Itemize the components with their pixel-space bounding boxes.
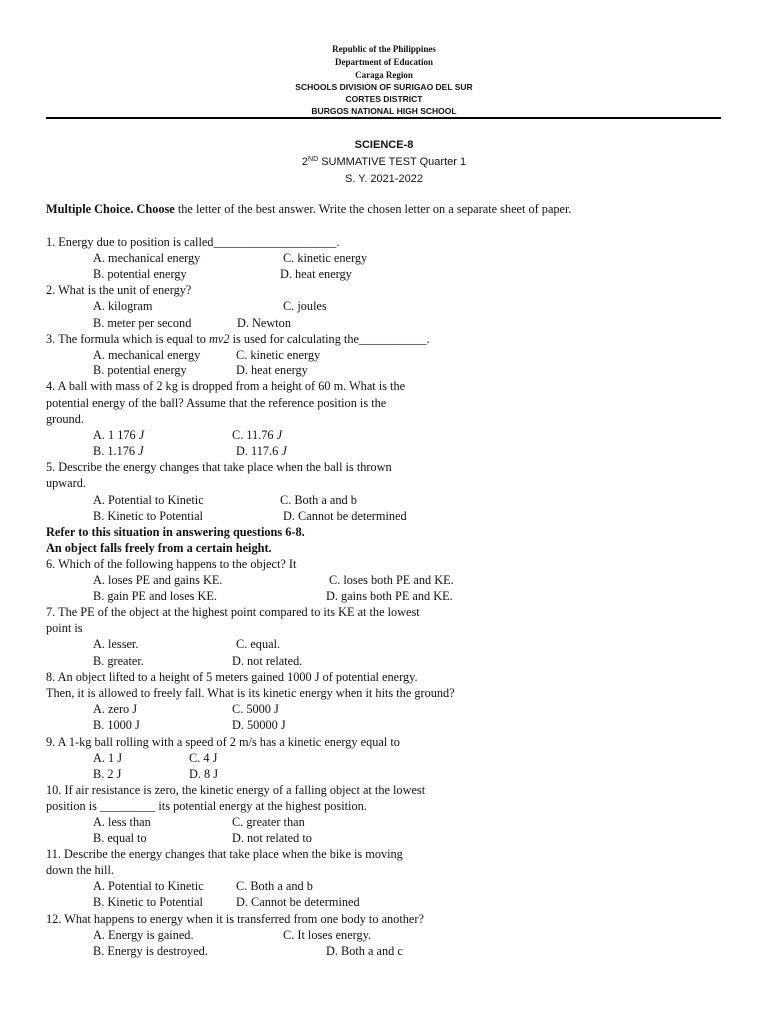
question-3	[46, 331, 430, 347]
header-region: Caraga Region	[355, 70, 413, 80]
q4-option-c	[232, 427, 282, 443]
q1-option-c: C. kinetic energy	[283, 251, 368, 265]
test-number: 2	[301, 156, 309, 168]
q4-option-d	[236, 443, 287, 459]
q3-formula: mv2	[209, 332, 230, 346]
q4-option-b-unit: J	[138, 444, 144, 458]
situation-line-2: An object falls freely from a certain height.	[46, 541, 272, 555]
q2-option-c: C. joules	[283, 299, 327, 313]
question-10-line-1: 10. If air resistance is zero, the kinetic energy of a falling object at the lowest	[46, 783, 426, 797]
q10-option-d: D. not related to	[232, 831, 312, 845]
q5-option-b: B. Kinetic to Potential	[93, 509, 203, 523]
question-1: 1. Energy due to position is called____________________.	[46, 235, 340, 249]
test-title	[0, 155, 768, 169]
question-12: 12. What happens to energy when it is transferred from one body to another?	[46, 912, 424, 926]
header-division: SCHOOLS DIVISION OF SURIGAO DEL SUR	[295, 82, 473, 92]
instructions	[46, 201, 572, 217]
q5-option-c: C. Both a and b	[280, 493, 357, 507]
q5-option-a: A. Potential to Kinetic	[93, 493, 204, 507]
question-7-line-2: point is	[46, 621, 83, 635]
q6-option-c: C. loses both PE and KE.	[329, 573, 454, 587]
question-8-line-2: Then, it is allowed to freely fall. What is its kinetic energy when it hits the ground?	[46, 686, 455, 700]
question-6: 6. Which of the following happens to the object? It	[46, 557, 297, 571]
q4-option-a-unit: J	[138, 428, 145, 442]
q4-option-a	[93, 427, 144, 443]
q6-option-d: D. gains both PE and KE.	[326, 589, 453, 603]
header-divider	[46, 117, 721, 119]
test-ordinal: ND	[308, 156, 319, 163]
q10-option-a: A. less than	[93, 815, 151, 829]
q8-option-d: D. 50000 J	[232, 718, 286, 732]
header-republic: Republic of the Philippines	[332, 44, 436, 54]
q11-option-c: C. Both a and b	[236, 879, 313, 893]
question-8-line-1: 8. An object lifted to a height of 5 meters gained 1000 J of potential energy.	[46, 670, 418, 684]
q12-option-b: B. Energy is destroyed.	[93, 944, 208, 958]
question-4-line-3: ground.	[46, 412, 84, 426]
question-11-line-1: 11. Describe the energy changes that take place when the bike is moving	[46, 847, 403, 861]
q8-option-b: B. 1000 J	[93, 718, 140, 732]
q6-option-b: B. gain PE and loses KE.	[93, 589, 217, 603]
q9-option-d: D. 8 J	[189, 767, 219, 781]
instructions-lead: Multiple Choice. Choose	[46, 202, 175, 216]
q11-option-d: D. Cannot be determined	[236, 895, 360, 909]
q7-option-c: C. equal.	[236, 637, 281, 651]
q9-option-a: A. 1 J	[93, 751, 123, 765]
q1-option-d: D. heat energy	[280, 267, 352, 281]
q1-option-b: B. potential energy	[93, 267, 187, 281]
q5-option-d: D. Cannot be determined	[283, 509, 407, 523]
q4-option-b-value: B. 1.176	[93, 444, 139, 458]
q3-option-d: D. heat energy	[236, 363, 308, 377]
header-school: BURGOS NATIONAL HIGH SCHOOL	[311, 106, 457, 116]
q3-option-c: C. kinetic energy	[236, 348, 321, 362]
question-5-line-2: upward.	[46, 476, 86, 490]
subject-title: SCIENCE-8	[354, 139, 414, 151]
q1-option-a: A. mechanical energy	[93, 251, 201, 265]
q4-option-a-value: A. 1 176	[93, 428, 139, 442]
school-year: S. Y. 2021-2022	[345, 173, 423, 185]
q12-option-a: A. Energy is gained.	[93, 928, 194, 942]
question-5-line-1: 5. Describe the energy changes that take place when the ball is thrown	[46, 460, 392, 474]
q2-option-a: A. kilogram	[93, 299, 153, 313]
q7-option-a: A. lesser.	[93, 637, 139, 651]
q12-option-d: D. Both a and c	[326, 944, 403, 958]
instructions-text: the letter of the best answer. Write the chosen letter on a separate sheet of paper.	[174, 202, 572, 216]
q4-option-d-value: D. 117.6	[236, 444, 282, 458]
q11-option-b: B. Kinetic to Potential	[93, 895, 203, 909]
header-district: CORTES DISTRICT	[345, 94, 423, 104]
q2-option-d: D. Newton	[237, 316, 291, 330]
q8-option-a: A. zero J	[93, 702, 138, 716]
question-7-line-1: 7. The PE of the object at the highest point compared to its KE at the lowest	[46, 605, 420, 619]
q4-option-b	[93, 443, 144, 459]
q4-option-d-unit: J	[281, 444, 287, 458]
situation-line-1: Refer to this situation in answering questions 6-8.	[46, 525, 305, 539]
q9-option-c: C. 4 J	[189, 751, 218, 765]
test-name: SUMMATIVE TEST Quarter 1	[318, 156, 467, 168]
q4-option-c-unit: J	[276, 428, 283, 442]
q7-option-d: D. not related.	[232, 654, 303, 668]
question-11-line-2: down the hill.	[46, 863, 114, 877]
q2-option-b: B. meter per second	[93, 316, 192, 330]
question-10-line-2: position is _________ its potential energy at the highest position.	[46, 799, 367, 813]
question-4-line-2: potential energy of the ball? Assume that the reference position is the	[46, 396, 387, 410]
q10-option-c: C. greater than	[232, 815, 305, 829]
header-department: Department of Education	[335, 57, 433, 67]
question-9: 9. A 1-kg ball rolling with a speed of 2 m/s has a kinetic energy equal to	[46, 735, 400, 749]
question-2: 2. What is the unit of energy?	[46, 283, 192, 297]
q3-option-b: B. potential energy	[93, 363, 187, 377]
q3-option-a: A. mechanical energy	[93, 348, 201, 362]
q6-option-a: A. loses PE and gains KE.	[93, 573, 223, 587]
q4-option-c-value: C. 11.76	[232, 428, 277, 442]
q3-stem-start: 3. The formula which is equal to	[46, 332, 210, 346]
q9-option-b: B. 2 J	[93, 767, 122, 781]
q8-option-c: C. 5000 J	[232, 702, 279, 716]
q3-stem-end: is used for calculating the___________.	[229, 332, 430, 346]
q11-option-a: A. Potential to Kinetic	[93, 879, 204, 893]
q10-option-b: B. equal to	[93, 831, 147, 845]
q12-option-c: C. It loses energy.	[283, 928, 372, 942]
q7-option-b: B. greater.	[93, 654, 144, 668]
question-4-line-1: 4. A ball with mass of 2 kg is dropped from a height of 60 m. What is the	[46, 379, 406, 393]
